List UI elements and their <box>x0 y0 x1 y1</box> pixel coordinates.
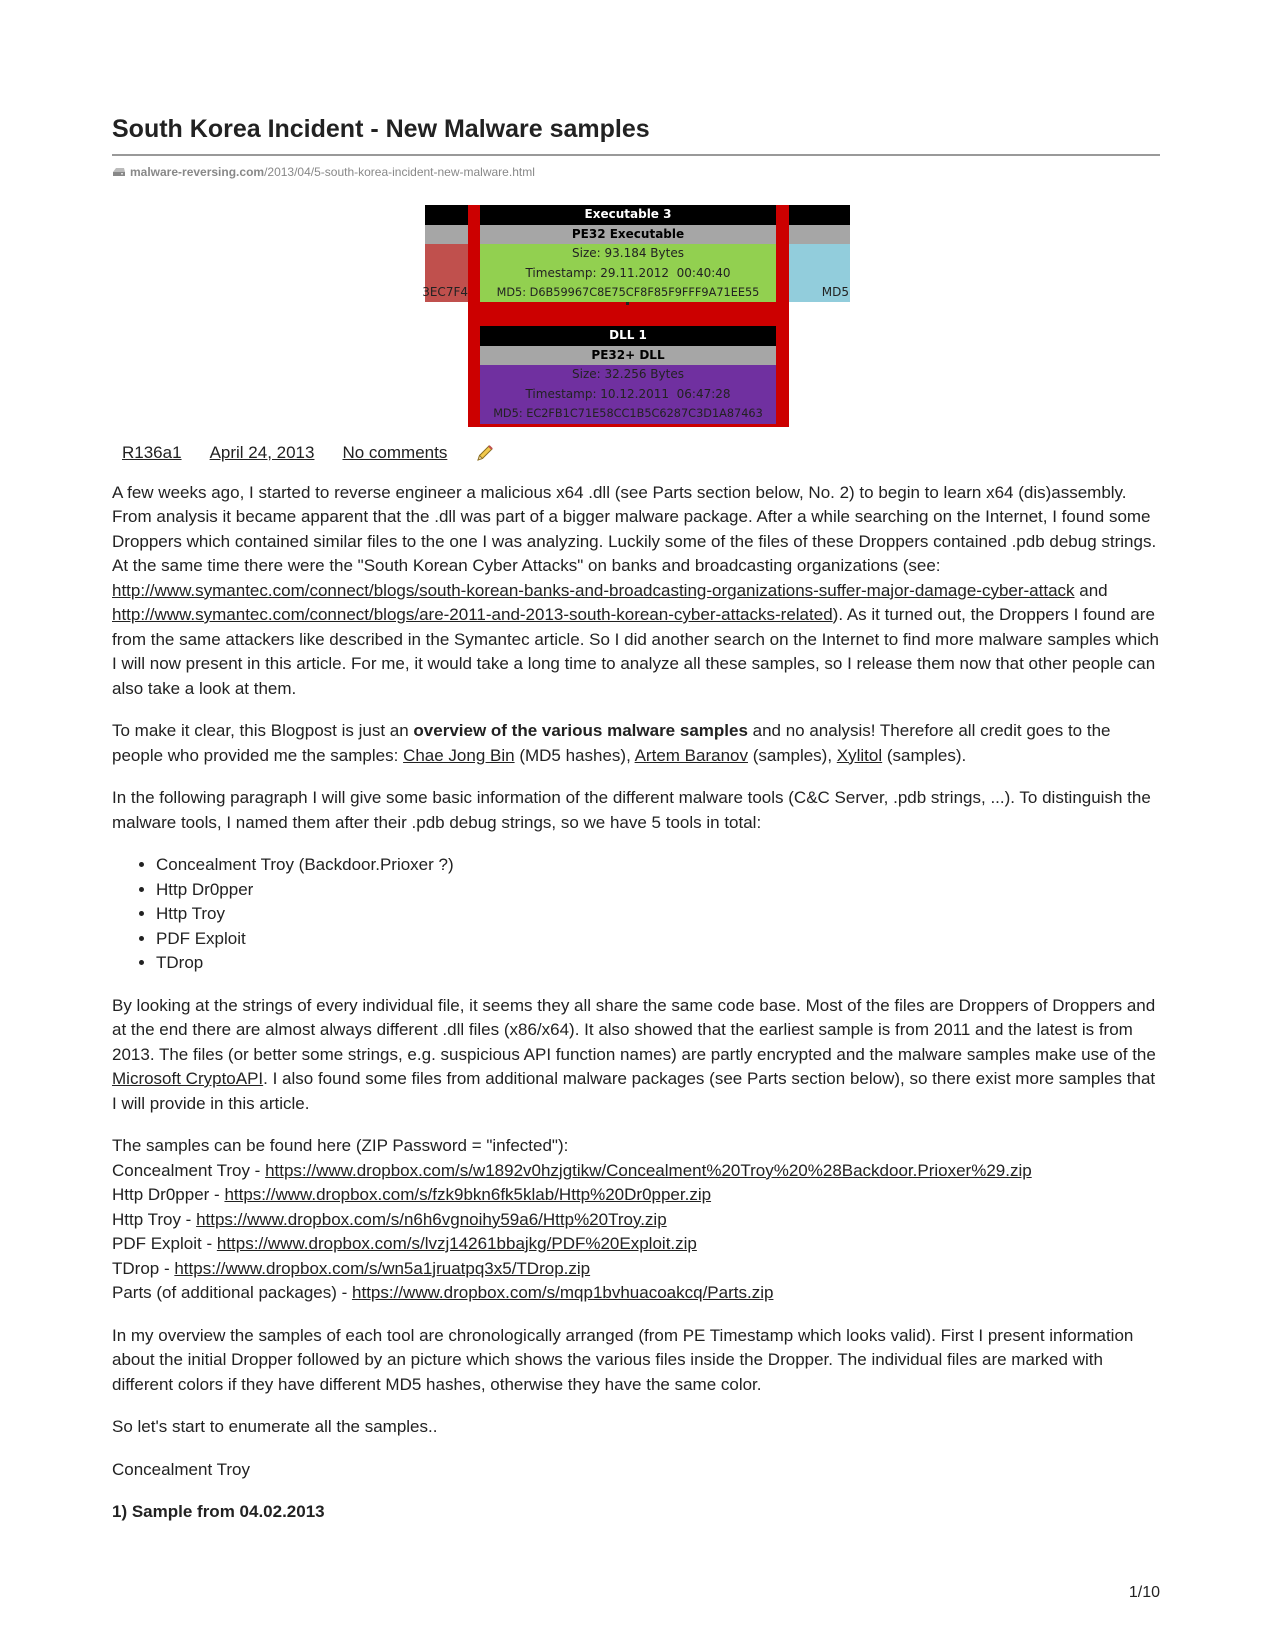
paragraph-codebase <box>112 994 1160 1117</box>
pencil-icon[interactable] <box>475 443 495 463</box>
symantec-link-1[interactable]: http://www.symantec.com/connect/blogs/south-korean-banks-and-broadcasting-organizations-suffer-major-damage-cyber-attack <box>112 580 1075 600</box>
paragraph-start: So let's start to enumerate all the samples.. <box>112 1417 438 1436</box>
sample-label: Concealment Troy - <box>112 1160 266 1180</box>
credit-link-chae[interactable]: Chae Jong Bin <box>403 745 515 765</box>
sample-link[interactable]: https://www.dropbox.com/s/n6h6vgnoihy59a6/Http%20Troy.zip <box>196 1209 667 1229</box>
p2-text-5: (samples). <box>882 745 967 765</box>
exe-size: Size: 93.184 Bytes <box>480 244 776 264</box>
author-link[interactable]: R136a1 <box>122 442 182 462</box>
list-item: • Http Dr0pper <box>156 878 1160 903</box>
sample-label: TDrop - <box>112 1258 175 1278</box>
sample-row <box>112 1159 1160 1184</box>
hard-drive-icon <box>112 167 126 177</box>
post-meta <box>112 443 1160 463</box>
p2-text-3: (MD5 hashes), <box>514 745 635 765</box>
left-grey-strip <box>425 225 468 244</box>
p2-text-2: and no analysis! Therefore all credit goes to the people who provided me the samples: <box>112 721 1111 765</box>
right-grey-strip <box>789 225 850 244</box>
sample-label: Parts (of additional packages) - <box>112 1283 353 1302</box>
tools-list <box>112 853 1160 976</box>
exe-timestamp: Timestamp: 29.11.2012 00:40:40 <box>480 264 776 283</box>
credit-link-artem[interactable]: Artem Baranov <box>634 745 748 765</box>
p1-text-3: ). As it turned out, the Droppers I found are from the same attackers like described in the Symantec article. So I did another search on the Internet to find more malware samples which I will now present in this article. For me, it would take a long time to analyze all these samples, so I release them now that other people can also take a look at them. <box>112 605 1159 698</box>
date-link[interactable]: April 24, 2013 <box>209 442 315 462</box>
sample-row <box>112 1257 1160 1282</box>
paragraph-tools-intro: In the following paragraph I will give some basic information of the different malware tools (C&C Server, .pdb strings, ...). To distinguish the malware tools, I named them after their .pdb debug strings, so we have 5 tools in total: <box>112 788 1151 832</box>
sample-label: Http Dr0pper - <box>112 1185 225 1204</box>
source-path: /2013/04/5-south-korea-incident-new-malware.html <box>264 164 535 179</box>
p1-text-2: and <box>1074 580 1108 600</box>
left-black-strip <box>425 205 468 225</box>
sample-link[interactable]: https://www.dropbox.com/s/wn5a1jruatpq3x5/TDrop.zip <box>174 1258 591 1278</box>
cryptoapi-link[interactable]: Microsoft CryptoAPI <box>112 1069 264 1088</box>
sample-row <box>112 1183 1160 1208</box>
sample-link[interactable]: https://www.dropbox.com/s/mqp1bvhuacoakcq/Parts.zip <box>352 1283 774 1302</box>
sample-link[interactable]: https://www.dropbox.com/s/lvzj14261bbajkg/PDF%20Exploit.zip <box>216 1234 697 1253</box>
samples-block <box>112 1134 1160 1306</box>
title-divider <box>112 154 1160 156</box>
symantec-link-2[interactable]: http://www.symantec.com/connect/blogs/are-2011-and-2013-south-korean-cyber-attacks-related <box>112 605 833 624</box>
right-fragment-text: MD5 <box>821 284 849 299</box>
page-number: 1/10 <box>1128 1584 1160 1601</box>
paragraph-overview: In my overview the samples of each tool are chronologically arranged (from PE Timestamp which looks valid). First I present information about the initial Dropper followed by an picture which shows the various files inside the Dropper. The individual files are marked with different colors if they have different MD5 hashes, otherwise they have the same color. <box>112 1325 1134 1394</box>
list-item: • Concealment Troy (Backdoor.Prioxer ?) <box>156 853 1160 878</box>
malware-structure-figure <box>422 205 850 427</box>
source-url[interactable] <box>112 165 1160 179</box>
credit-link-xylitol[interactable]: Xylitol <box>836 745 883 765</box>
p4-text-2: . I also found some files from additional malware packages (see Parts section below), so there exist more samples that I will provide in this article. <box>112 1069 1156 1113</box>
exe-type: PE32 Executable <box>480 225 776 244</box>
p2-bold: overview of the various malware samples <box>413 721 748 740</box>
sample-heading: 1) Sample from 04.02.2013 <box>112 1502 325 1521</box>
sample-label: PDF Exploit - <box>112 1234 217 1253</box>
article <box>112 108 1160 1543</box>
dll-md5: MD5: EC2FB1C71E58CC1B5C6287C3D1A87463 <box>480 404 776 424</box>
dll-size: Size: 32.256 Bytes <box>480 365 776 385</box>
paragraph-credits <box>112 719 1160 768</box>
sample-row <box>112 1281 1160 1306</box>
sample-row <box>112 1232 1160 1257</box>
sample-label: Http Troy - <box>112 1209 197 1229</box>
sample-link[interactable]: https://www.dropbox.com/s/fzk9bkn6fk5klab/Http%20Dr0pper.zip <box>224 1185 712 1204</box>
dll-type: PE32+ DLL <box>480 346 776 365</box>
section-label: Concealment Troy <box>112 1459 250 1479</box>
samples-intro: The samples can be found here (ZIP Password = "infected"): <box>112 1136 569 1155</box>
p1-text-1: A few weeks ago, I started to reverse engineer a malicious x64 .dll (see Parts section below, No. 2) to begin to learn x64 (dis)assembly. From analysis it became apparent that the .dll was part of a bigger malware package. After a while searching on the Internet, I found some Droppers which contained similar files to the one I was analyzing. Luckily some of the files of these Droppers contained .pdb debug strings. At the same time there were the "South Korean Cyber Attacks" on banks and broadcasting organizations (see: <box>112 482 1157 575</box>
p4-text-1: By looking at the strings of every individual file, it seems they all share the same code base. Most of the files are Droppers of Droppers and at the end there are almost always different .dll files (x86/x64). It also showed that the earliest sample is from 2011 and the latest is from 2013. The files (or better some strings, e.g. suspicious API function names) are partly encrypted and the malware samples make use of the <box>112 995 1156 1064</box>
paragraph-intro <box>112 481 1160 702</box>
list-item: • PDF Exploit <box>156 927 1160 952</box>
right-black-strip <box>789 205 850 225</box>
left-fragment-text: 3EC7F4 <box>422 284 468 299</box>
exe-title: Executable 3 <box>480 205 776 225</box>
comments-link[interactable]: No comments <box>342 442 448 462</box>
dll-title: DLL 1 <box>480 326 776 346</box>
p2-text-1: To make it clear, this Blogpost is just an <box>112 721 414 740</box>
sample-row <box>112 1208 1160 1233</box>
list-item: • TDrop <box>156 951 1160 976</box>
source-domain: malware-reversing.com <box>130 164 265 179</box>
exe-md5: MD5: D6B59967C8E75CF8F85F9FFF9A71EE55 <box>480 283 776 302</box>
sample-link[interactable]: https://www.dropbox.com/s/w1892v0hzjgtikw/Concealment%20Troy%20%28Backdoor.Prioxer%29.zip <box>265 1160 1032 1180</box>
list-item: • Http Troy <box>156 902 1160 927</box>
p2-text-4: (samples), <box>747 745 837 765</box>
dll-timestamp: Timestamp: 10.12.2011 06:47:28 <box>480 385 776 404</box>
page-title: South Korea Incident - New Malware samples <box>112 115 650 143</box>
